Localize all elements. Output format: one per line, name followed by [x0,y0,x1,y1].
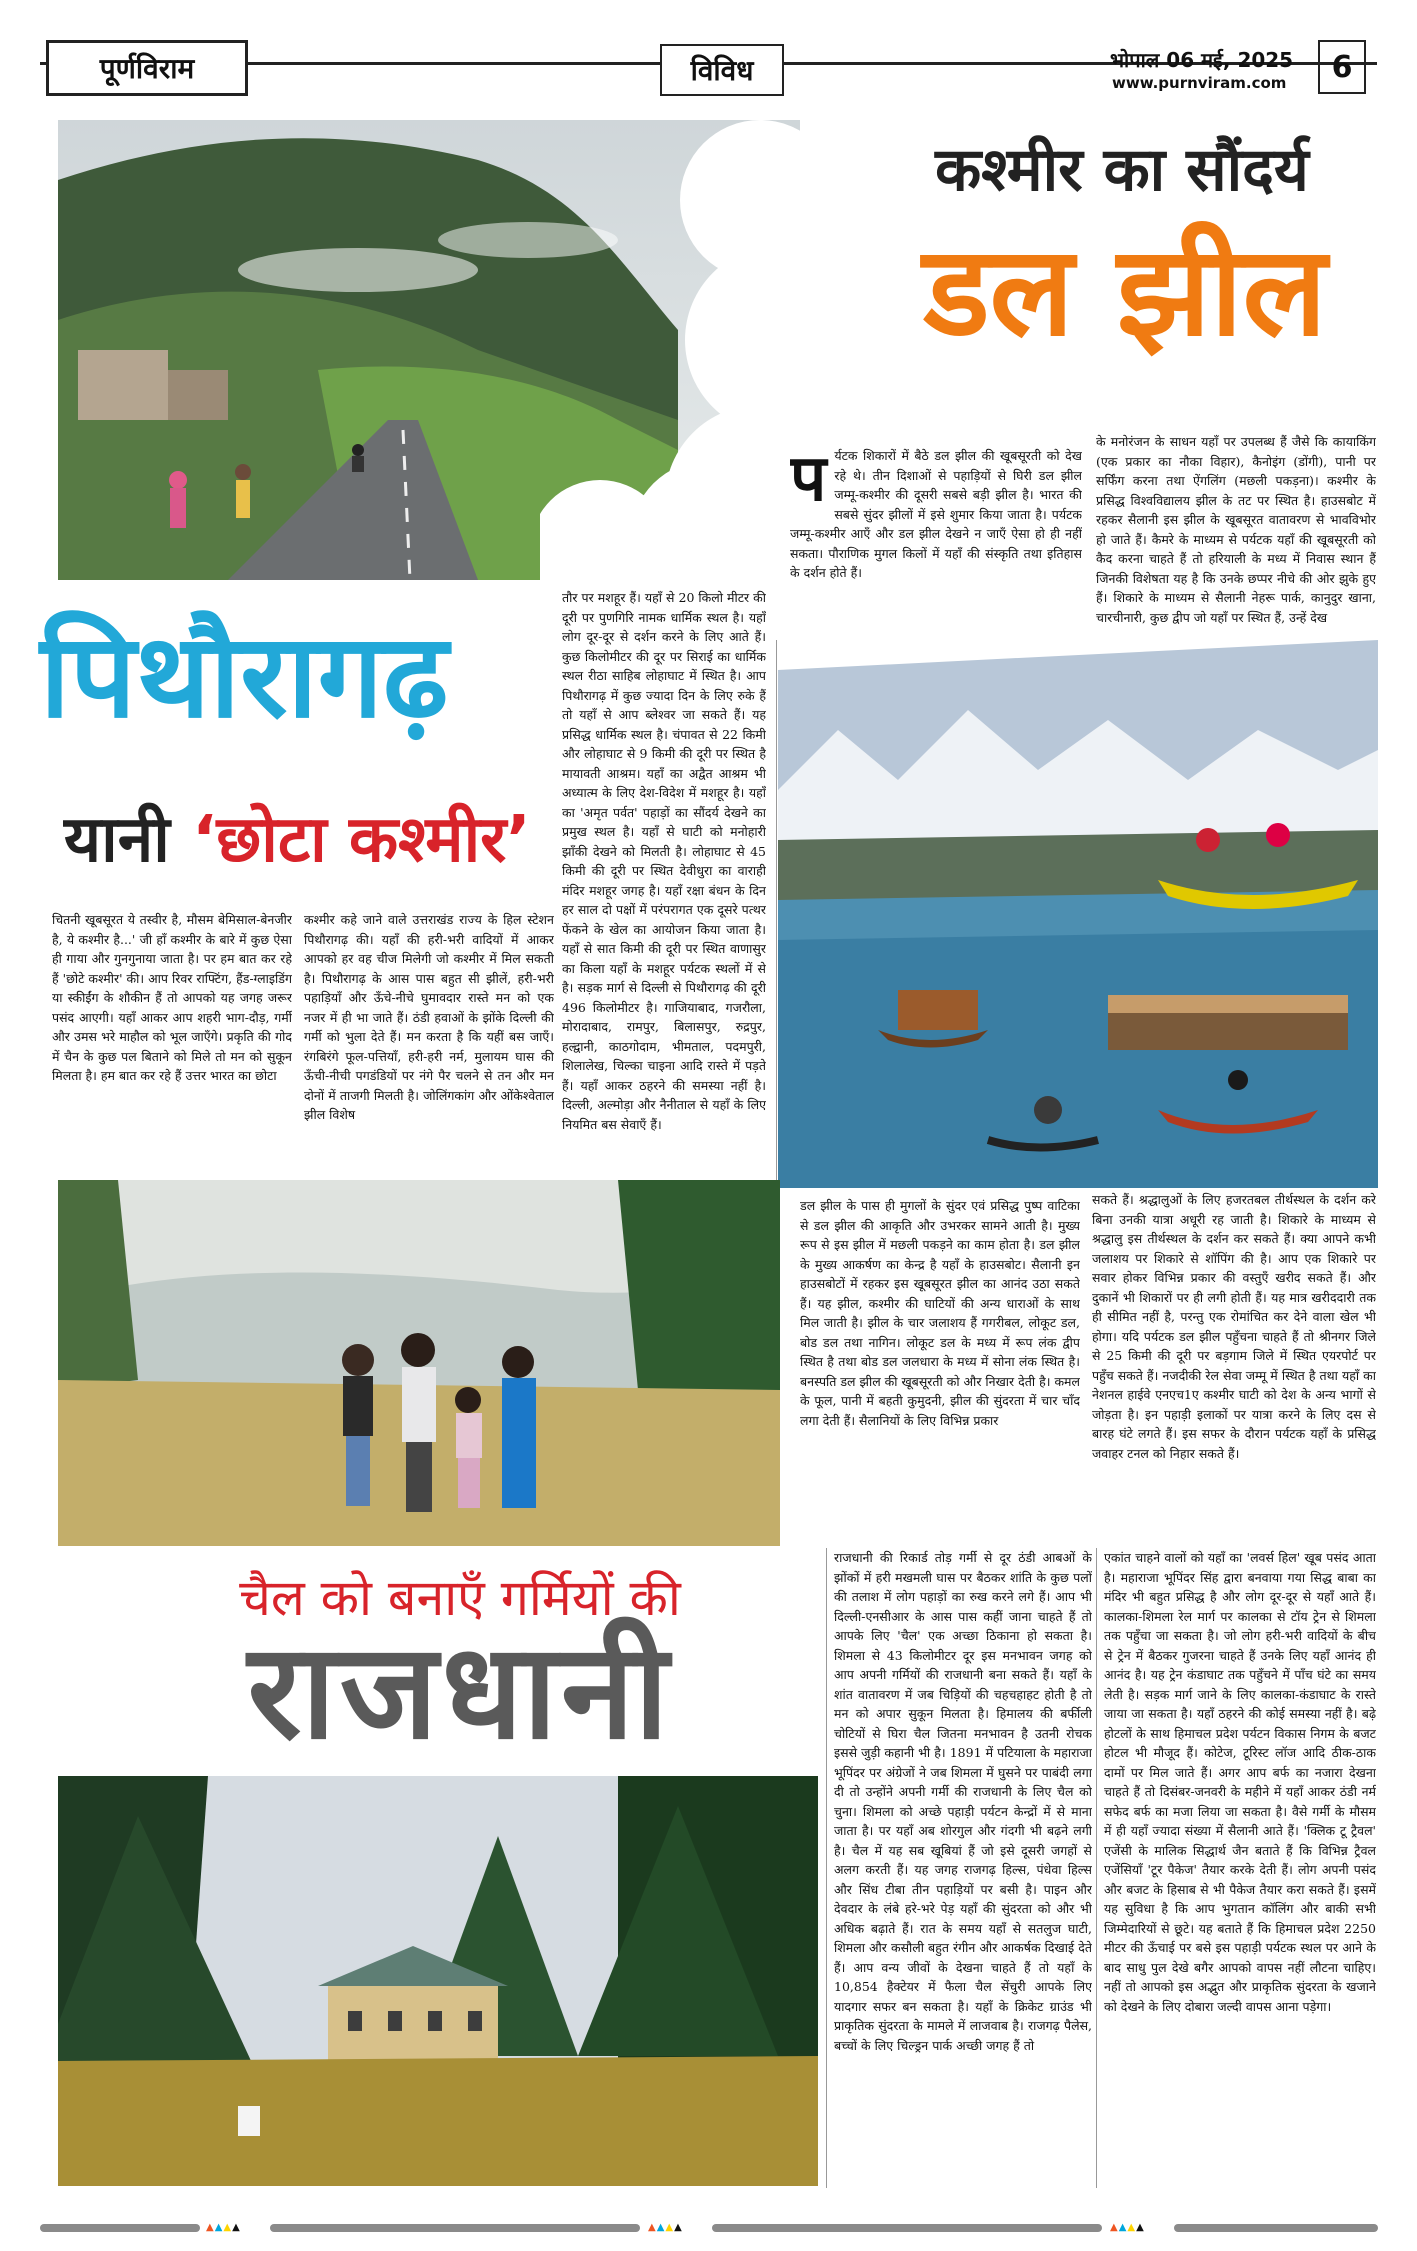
brand-logo: पूर्णविराम [46,40,248,96]
color-marks: ▲▲▲▲ [206,2222,241,2233]
section-label: विविध [660,44,784,96]
page-number: 6 [1318,40,1366,94]
dal-kicker: कश्मीर का सौंदर्य [935,135,1309,205]
pithoragarh-title: पिथौरागढ़ [40,609,449,744]
website: www.purnviram.com [1112,74,1287,92]
pithoragarh-col-2: कश्मीर कहे जाने वाले उत्तराखंड राज्य के हिल स्टेशन पिथौरागढ़ की। यहाँ की हरी-भरी वादियों में आकर आपको हर वह चीज मिलेगी जो कश्मीर में मिल सकती है। पिथौरागढ़ के आस पास बहुत सी झीलें, हरी-भरी पहाड़ियाँ और ऊँचे-नीचे घुमावदार रास्ते मन को एक नजर में ही भा जाते हैं। ठंडी हवाओं के झोंके दिल्ली की गर्मी को भुला देते हैं। मन करता है कि यहीं बस जाएँ। रंगबिरंगे फूल-पत्तियाँ, हरी-हरी नर्म, मुलायम घास की ऊँची-नीची पगडंडियों पर नंगे पैर चलने से तन और मन दोनों में ताजगी मिलती है। जोलिंगकांग और ओंकेश्वेताल झील विशेष [304,912,554,1122]
subtitle-quote: ‘छोटा कश्मीर’ [192,803,531,877]
chail-title: राजधानी [247,1615,673,1769]
dal-lake-photo [778,640,1378,1188]
color-marks: ▲▲▲▲ [1110,2222,1145,2233]
dal-dropcap: प [790,446,827,516]
footer-bar [1174,2224,1378,2232]
footer-bar [712,2224,1102,2232]
color-marks: ▲▲▲▲ [648,2222,683,2233]
dal-col-2: के मनोरंजन के साधन यहाँ पर उपलब्ध हैं जैसे कि कायाकिंग (एक प्रकार का नौका विहार), कैनोइंग (डोंगी), पानी पर सर्फिंग करना तथा ऐंगलिंग (मछली पकड़ना)। कश्मीर के प्रसिद्ध विश्वविद्यालय झील के तट पर स्थित है। हाउसबोट में रहकर सैलानी इस झील के खूबसूरत वातावरण से भावविभोर हो जाते हैं। कैमरे के माध्यम से पर्यटक यहाँ की खूबसूरती को कैद करना चाहते हैं तो हरियाली के मध्य में निवास स्थान हैं जिनकी विशेषता यह है कि उनके छप्पर नीचे की ओर झुके हुए हैं। शिकारे के माध्यम से सैलानी नेहरू पार्क, कानुदुर खाना, चारचीनारी, कुछ द्वीप जो यहाँ पर स्थित हैं, उन्हें देख [1096,434,1376,625]
chail-palace-photo [58,1776,818,2186]
footer-bar [270,2224,640,2232]
pithoragarh-col-3: तौर पर मशहूर हैं। यहाँ से 20 किलो मीटर की दूरी पर पुणगिरि नामक धार्मिक स्थल है। यहाँ लोग दूर-दूर से दर्शन करने के लिए आते हैं। कुछ किलोमीटर की दूर पर सिराई का धार्मिक स्थल रीठा साहिब लोहाघाट में स्थित है। आप पिथौरागढ़ में कुछ ज्यादा दिन के लिए रुके हैं तो यहाँ से आप ब्लेश्वर जा सकते हैं। यह प्रसिद्ध धार्मिक स्थल है। चंपावत से 22 किमी और लोहाघाट से 9 किमी की दूरी पर स्थित है मायावती आश्रम। यहाँ का अद्वैत आश्रम भी अध्यात्म के लिए देश-विदेश में मशहूर है। यहाँ का 'अमृत पर्वत' पहाड़ों का सौंदर्य देखने का प्रमुख स्थल है। यहाँ से घाटी को मनोहारी झाँकी देखने को मिलती है। लोहाघाट से 45 किमी की दूरी पर स्थित देवीधुरा का वाराही मंदिर मशहूर जगह है। यहाँ रक्षा बंधन के दिन हर साल दो पक्षों में परंपरागत एक दूसरे पत्थर फेंकने के खेल का आयोजन किया जाता है। यहाँ से सात किमी की दूरी पर स्थित वाणासुर का किला यहाँ के मशहूर पर्यटक स्थलों में से है। सड़क मार्ग से दिल्ली से पिथौरागढ़ की दूरी 496 किलोमीटर है। गाजियाबाद, गजरौला, मोरादाबाद, रामपुर, बिलासपुर, रुद्रपुर, हल्द्वानी, काठगोदाम, भीमताल, पदमपुरी, शिलालेख, चिल्का चाइना आदि रास्ते में पड़ते हैं। यहाँ आकर ठहरने की समस्या नहीं है। दिल्ली, अल्मोड़ा और नैनीताल से यहाँ के लिए नियमित बस सेवाएँ हैं। [562,590,766,1132]
column-rule [1096,1548,1097,2188]
dateline: भोपाल 06 मई, 2025 [1110,48,1294,72]
column-rule [826,1548,827,2188]
chail-col-1: राजधानी की रिकार्ड तोड़ गर्मी से दूर ठंडी आबओं के झोंकों में हरी मखमली घास पर बैठकर शांति के कुछ पलों की तलाश में लोग पहाड़ों का रुख करने लगे हैं। आप भी दिल्ली-एनसीआर के आस पास कहीं जाना चाहते हैं तो आपके लिए 'चैल' एक अच्छा ठिकाना हो सकता है। शिमला से 43 किलोमीटर दूर इस मनभावन जगह को आप अपनी गर्मियों की राजधानी बना सकते हैं। यहाँ के शांत वातावरण में जब चिड़ियों की चहचहाहट होती है तो मन को अपार सुकून मिलता है। हिमालय की बर्फीली चोटियों से घिरा चैल जितना मनभावन है उतनी रोचक इससे जुड़ी कहानी भी है। 1891 में पटियाला के महाराजा भूपिंदर पर अंग्रेजों ने जब शिमला में घुसने पर पाबंदी लगा दी तो उन्होंने अपनी गर्मी की राजधानी के लिए चैल को चुना। शिमला को अच्छे पहाड़ी पर्यटन केन्द्रों में से माना जाता है। पर यहाँ अब शोरगुल और गंदगी भी बढ़ने लगी है। चैल में यह सब खूबियां हैं जो इसे दूसरी जगहों से अलग करती हैं। यह जगह राजगढ़ हिल्स, पंधेवा हिल्स और सिंध टीबा तीन पहाड़ियों पर बसी है। पाइन और देवदार के लंबे हरे-भरे पेड़ यहाँ की सुंदरता को और भी अधिक बढ़ाते हैं। रात के समय यहाँ से सतलुज घाटी, शिमला और कसौली बहुत रंगीन और आकर्षक दिखाई देते हैं। आप वन्य जीवों के देखना चाहते हैं तो यहाँ के 10,854 हैक्टेयर में फैला चैल सेंचुरी आपके लिए यादगार सफर बन सकता है। यहाँ के क्रिकेट ग्राउंड भी प्राकृतिक सुंदरता के मामले में लाजवाब है। राजगढ़ पैलेस, बच्चों के लिए चिल्ड्रन पार्क अच्छी जगह हैं तो [834,1550,1092,2053]
dal-col-3: डल झील के पास ही मुगलों के सुंदर एवं प्रसिद्ध पुष्प वाटिका से डल झील की आकृति और उभरकर सामने आती है। मुख्य रूप से इस झील में मछली पकड़ने का काम होता है। डल झील के मुख्य आकर्षण का केन्द्र है यहाँ के हाउसबोट। सैलानी इन हाउसबोटों में रहकर इस खूबसूरत झील का आनंद उठा सकते हैं। यह झील, कश्मीर की घाटियों की अन्य धाराओं के साथ मिल जाती है। झील के चार जलाशय हैं गगरीबल, लोकूट डल, बोड डल तथा नागिन। लोकूट डल के मध्य में रूप लंक द्वीप स्थित है तथा बोड डल जलधारा के मध्य में सोना लंक स्थित है। बनस्पति डल झील की खूबसूरती को और निखार देती है। कमल के फूल, पानी में बहती कुमुदनी, झील की सुंदरता में चार चाँद लगा देती हैं। सैलानियों के लिए विभिन्न प्रकार [800,1198,1080,1428]
dal-col-1: प र्यटक शिकारों में बैठे डल झील की खूबसूरती को देख रहे थे। तीन दिशाओं से पहाड़ियों से घिरी डल झील जम्मू-कश्मीर की दूसरी सबसे बड़ी झील है। भारत की सबसे सुंदर झीलों में इसे शुमार किया जाता है। पर्यटक जम्मू-कश्मीर आएँ और डल झील देखने न जाएँ ऐसा हो ही नहीं सकता। पौराणिक मुगल किलों में यहाँ की संस्कृति तथा इतिहास के दर्शन होते हैं। [790,446,1082,580]
chail-kicker: चैल को बनाएँ गर्मियों की [239,1569,681,1627]
pithoragarh-subtitle [64,800,554,880]
dal-col-4: सकते हैं। श्रद्धालुओं के लिए हजरतबल तीर्थस्थल के दर्शन करे बिना उनकी यात्रा अधूरी रह जाती है। शिकारे के माध्यम से श्रद्धालु इस तीर्थस्थल के दर्शन कर सकते हैं। क्या आपने कभी जलाशय पर शिकारे से शॉपिंग की है। आप एक शिकारे पर सवार होकर विभिन्न प्रकार की वस्तुएँ खरीद सकते हैं। और दुकानें भी शिकारों पर ही लगी होती हैं। यह मात्र खरीददारी तक ही सीमित नहीं है, परन्तु एक रोमांचित कर देने वाला खेल भी होगा। यदि पर्यटक डल झील पहुँचना चाहते हैं तो श्रीनगर जिले से 25 किमी की दूरी पर बड़गाम जिले में स्थित एयरपोर्ट पर पहुँच सकते हैं। नजदीकी रेल सेवा जम्मू में स्थित है तथा यहाँ का नेशनल हाईवे एनएच1ए कश्मीर घाटी को देश के अन्य भागों से जोड़ता है। इन पहाड़ी इलाकों पर यात्रा करने के लिए दस से बारह घंटे लगते हैं। इस सफर के दौरान पर्यटक यहाँ के प्रसिद्ध जवाहर टनल को निहार सकते हैं। [1092,1192,1376,1461]
dal-title: डल झील [923,220,1327,364]
pithoragarh-col-1: चितनी खूबसूरत ये तस्वीर है, मौसम बेमिसाल-बेनजीर है, ये कश्मीर है...' जी हाँ कश्मीर के बारे में कुछ ऐसा ही गाया और गुनगुनाया जाता है। पर हम बात कर रहे हैं 'छोटे कश्मीर' की। आप रिवर राफ्टिंग, हैंड-ग्लाइडिंग या स्कीईंग के शौकीन हैं तो आपको यह जगह जरूर पसंद आएगी। यहाँ आकर आप शहरी भाग-दौड़, गर्मी और उमस भरे माहौल को भूल जाएँगे। प्रकृति की गोद में चैन के कुछ पल बिताने को मिले तो मन को सुकून मिलता है। हम बात कर रहे हैं उत्तर भारत का छोटा [52,912,292,1083]
chail-col-2: एकांत चाहने वालों को यहाँ का 'लवर्स हिल' खूब पसंद आता है। महाराजा भूपिंदर सिंह द्वारा बनवाया गया सिद्ध बाबा का मंदिर भी बहुत प्रसिद्ध है और लोग दूर-दूर से यहाँ आते हैं। कालका-शिमला रेल मार्ग पर कालका से टॉय ट्रेन से शिमला तक पहुँचा जा सकता है। जो लोग हरी-भरी वादियों के बीच से ट्रेन में बैठकर गुजरना चाहते हैं उनके लिए यहाँ आनंद ही आनंद है। यह ट्रेन कंडाघाट तक पहुँचने में पाँच घंटे का समय लेती है। सड़क मार्ग जाने के लिए कालका-कंडाघाट के रास्ते जाया जा सकता है। यहाँ ठहरने की कोई समस्या नहीं है। बढ़े होटलों के साथ हिमाचल प्रदेश पर्यटन विकास निगम के बजट होटल भी मौजूद हैं। कोटेज, टूरिस्ट लॉज आदि ठीक-ठाक दामों पर मिल जाते हैं। अगर आप बर्फ का नजारा देखना चाहते हैं तो दिसंबर-जनवरी के महीने में यहाँ आकर ठंडी नर्म सफेद बर्फ का मजा लिया जा सकता है। वैसे गर्मी के मौसम में ही यहाँ ज्यादा संख्या में सैलानी आते हैं। 'क्लिक टू ट्रैवल' एजेंसी के मालिक सिद्धार्थ जैन बताते हैं कि विभिन्न ट्रैवल एजेंसियाँ 'टूर पैकेज' तैयार करके देती हैं। लोग अपनी पसंद और बजट के हिसाब से भी पैकेज तैयार करा सकते हैं। इसमें यह सुविधा है कि आप भुगतान कॉलिंग और बाकी सभी जिम्मेदारियों से छूटे। यह बताते हैं कि हिमाचल प्रदेश 2250 मीटर की ऊँचाई पर बसे इस पहाड़ी पर्यटक स्थल पर आने के बाद साधु पुल देखे बगैर आपको वापस नहीं लौटना चाहिए। नहीं तो आपको इस अद्भुत और प्राकृतिक सुंदरता के खजाने को देखने के लिए दोबारा जल्दी वापस आना पड़ेगा। [1104,1550,1376,2014]
column-rule [776,640,777,1180]
family-photo [58,1180,780,1546]
footer-bar [40,2224,200,2232]
subtitle-prefix: यानी [64,803,170,877]
